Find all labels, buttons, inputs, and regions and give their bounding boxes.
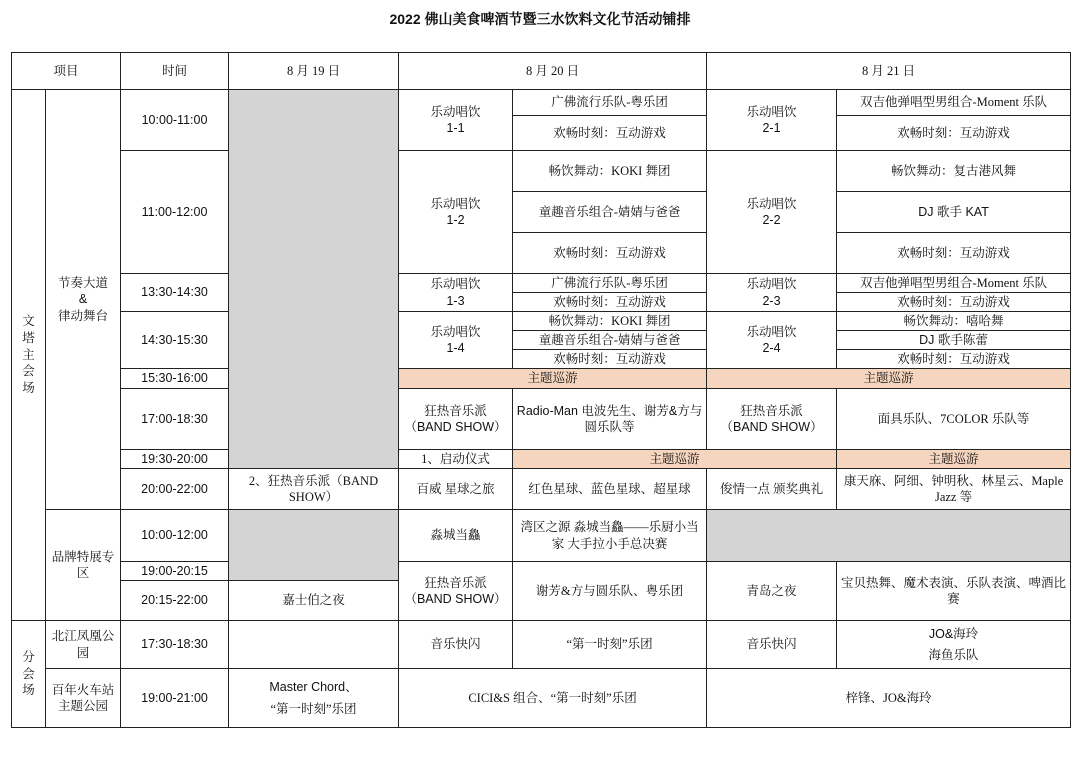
group-cell: 乐动唱饮 1-1 — [399, 90, 513, 151]
act-cell: DJ 歌手 KAT — [837, 192, 1071, 233]
group-cell: 乐动唱饮 2-3 — [707, 274, 837, 312]
time-cell: 11:00-12:00 — [121, 151, 229, 274]
time-cell: 19:00-20:15 — [121, 562, 229, 581]
group-cell: 乐动唱饮 2-2 — [707, 151, 837, 274]
act-cell: 青岛之夜 — [707, 562, 837, 621]
aug21-empty-block — [707, 510, 1071, 562]
header-time: 时间 — [121, 53, 229, 90]
table-row — [12, 389, 1071, 450]
act-cell: 欢畅时刻：互动游戏 — [837, 293, 1071, 312]
parade-cell: 主题巡游 — [399, 369, 707, 389]
time-cell: 17:30-18:30 — [121, 621, 229, 669]
time-cell: 13:30-14:30 — [121, 274, 229, 312]
act-cell: 畅饮舞动：KOKI 舞团 — [513, 151, 707, 192]
table-row — [12, 151, 1071, 192]
table-row — [12, 450, 1071, 469]
act-cell: 双吉他弹唱型男组合-Moment 乐队 — [837, 274, 1071, 293]
act-cell: 欢畅时刻：互动游戏 — [513, 293, 707, 312]
table-row — [12, 510, 1071, 562]
act-cell: 宝贝热舞、魔术表演、乐队表演、啤酒比赛 — [837, 562, 1071, 621]
table-row — [12, 669, 1071, 728]
aug19-empty-block — [229, 90, 399, 469]
schedule-table — [11, 52, 1071, 728]
table-row — [12, 621, 1071, 669]
act-cell: 淼城当鱻 — [399, 510, 513, 562]
aug19-railway: Master Chord、 “第一时刻”乐团 — [229, 669, 399, 728]
group-cell: 乐动唱饮 1-2 — [399, 151, 513, 274]
act-cell: 欢畅时刻：互动游戏 — [513, 233, 707, 274]
area-stage: 节奏大道 & 律动舞台 — [46, 90, 121, 510]
act-cell: 畅饮舞动：复古港风舞 — [837, 151, 1071, 192]
time-cell: 14:30-15:30 — [121, 312, 229, 369]
act-cell: 湾区之源 淼城当鱻——乐厨小当家 大手拉小手总决赛 — [513, 510, 707, 562]
band-show-cell: 狂热音乐派 （BAND SHOW） — [399, 562, 513, 621]
act-cell: 梓锋、JO&海玲 — [707, 669, 1071, 728]
time-cell: 19:00-21:00 — [121, 669, 229, 728]
act-cell: CICI&S 组合、“第一时刻”乐团 — [399, 669, 707, 728]
act-cell: 童趣音乐组合-婧婧与爸爸 — [513, 331, 707, 350]
act-cell: 童趣音乐组合-婧婧与爸爸 — [513, 192, 707, 233]
act-cell: 音乐快闪 — [707, 621, 837, 669]
time-cell: 19:30-20:00 — [121, 450, 229, 469]
group-cell: 乐动唱饮 2-1 — [707, 90, 837, 151]
act-cell: Radio-Man 电波先生、谢芳&方与圆乐队等 — [513, 389, 707, 450]
area-brand: 品牌特展专区 — [46, 510, 121, 621]
table-row — [12, 312, 1071, 331]
act-cell: 欢畅时刻：互动游戏 — [837, 233, 1071, 274]
act-cell: 康天庥、阿细、钟明秋、林星云、Maple Jazz 等 — [837, 469, 1071, 510]
area-beijiang: 北江凤凰公园 — [46, 621, 121, 669]
band-show-cell: 狂热音乐派 （BAND SHOW） — [707, 389, 837, 450]
group-cell: 乐动唱饮 1-3 — [399, 274, 513, 312]
table-row — [12, 274, 1071, 293]
act-cell: 百威 星球之旅 — [399, 469, 513, 510]
table-row — [12, 90, 1071, 116]
table-row — [12, 369, 1071, 389]
header-item: 项目 — [12, 53, 121, 90]
time-cell: 20:15-22:00 — [121, 581, 229, 621]
header-aug19: 8 月 19 日 — [229, 53, 399, 90]
act-cell: 欢畅时刻：互动游戏 — [513, 116, 707, 151]
time-cell: 10:00-11:00 — [121, 90, 229, 151]
act-cell: 音乐快闪 — [399, 621, 513, 669]
venue-sub: 分会场 — [12, 621, 46, 728]
time-cell: 17:00-18:30 — [121, 389, 229, 450]
aug19-ceremony-1: 1、启动仪式 — [399, 450, 513, 469]
act-cell: 红色星球、蓝色星球、超星球 — [513, 469, 707, 510]
act-cell: 俊情一点 颁奖典礼 — [707, 469, 837, 510]
aug19-ceremony-2: 2、狂热音乐派（BAND SHOW） — [229, 469, 399, 510]
act-cell: 欢畅时刻：互动游戏 — [513, 350, 707, 369]
act-cell: 广佛流行乐队-粤乐团 — [513, 274, 707, 293]
venue-main: 文塔主会场 — [12, 90, 46, 621]
act-cell: 畅饮舞动：嘻哈舞 — [837, 312, 1071, 331]
group-cell: 乐动唱饮 1-4 — [399, 312, 513, 369]
time-cell: 15:30-16:00 — [121, 369, 229, 389]
aug19-empty-block — [229, 510, 399, 581]
act-cell: 欢畅时刻：互动游戏 — [837, 350, 1071, 369]
act-cell: 谢芳&方与圆乐队、粤乐团 — [513, 562, 707, 621]
page-title: 2022 佛山美食啤酒节暨三水饮料文化节活动铺排 — [389, 11, 691, 27]
aug19-brand-night: 嘉士伯之夜 — [229, 581, 399, 621]
act-cell: JO&海玲 海鱼乐队 — [837, 621, 1071, 669]
parade-cell: 主题巡游 — [513, 450, 837, 469]
act-cell: DJ 歌手陈蕾 — [837, 331, 1071, 350]
header-aug20: 8 月 20 日 — [399, 53, 707, 90]
band-show-cell: 狂热音乐派 （BAND SHOW） — [399, 389, 513, 450]
act-cell: “第一时刻”乐团 — [513, 621, 707, 669]
table-row — [12, 469, 1071, 510]
act-cell: 面具乐队、7COLOR 乐队等 — [837, 389, 1071, 450]
group-cell: 乐动唱饮 2-4 — [707, 312, 837, 369]
act-cell: 广佛流行乐队-粤乐团 — [513, 90, 707, 116]
area-railway: 百年火车站主题公园 — [46, 669, 121, 728]
aug19-empty-cell — [229, 621, 399, 669]
parade-cell: 主题巡游 — [837, 450, 1071, 469]
header-aug21: 8 月 21 日 — [707, 53, 1071, 90]
table-row — [12, 562, 1071, 581]
parade-cell: 主题巡游 — [707, 369, 1071, 389]
act-cell: 欢畅时刻：互动游戏 — [837, 116, 1071, 151]
time-cell: 20:00-22:00 — [121, 469, 229, 510]
header-row — [12, 53, 1071, 90]
time-cell: 10:00-12:00 — [121, 510, 229, 562]
act-cell: 畅饮舞动：KOKI 舞团 — [513, 312, 707, 331]
act-cell: 双吉他弹唱型男组合-Moment 乐队 — [837, 90, 1071, 116]
